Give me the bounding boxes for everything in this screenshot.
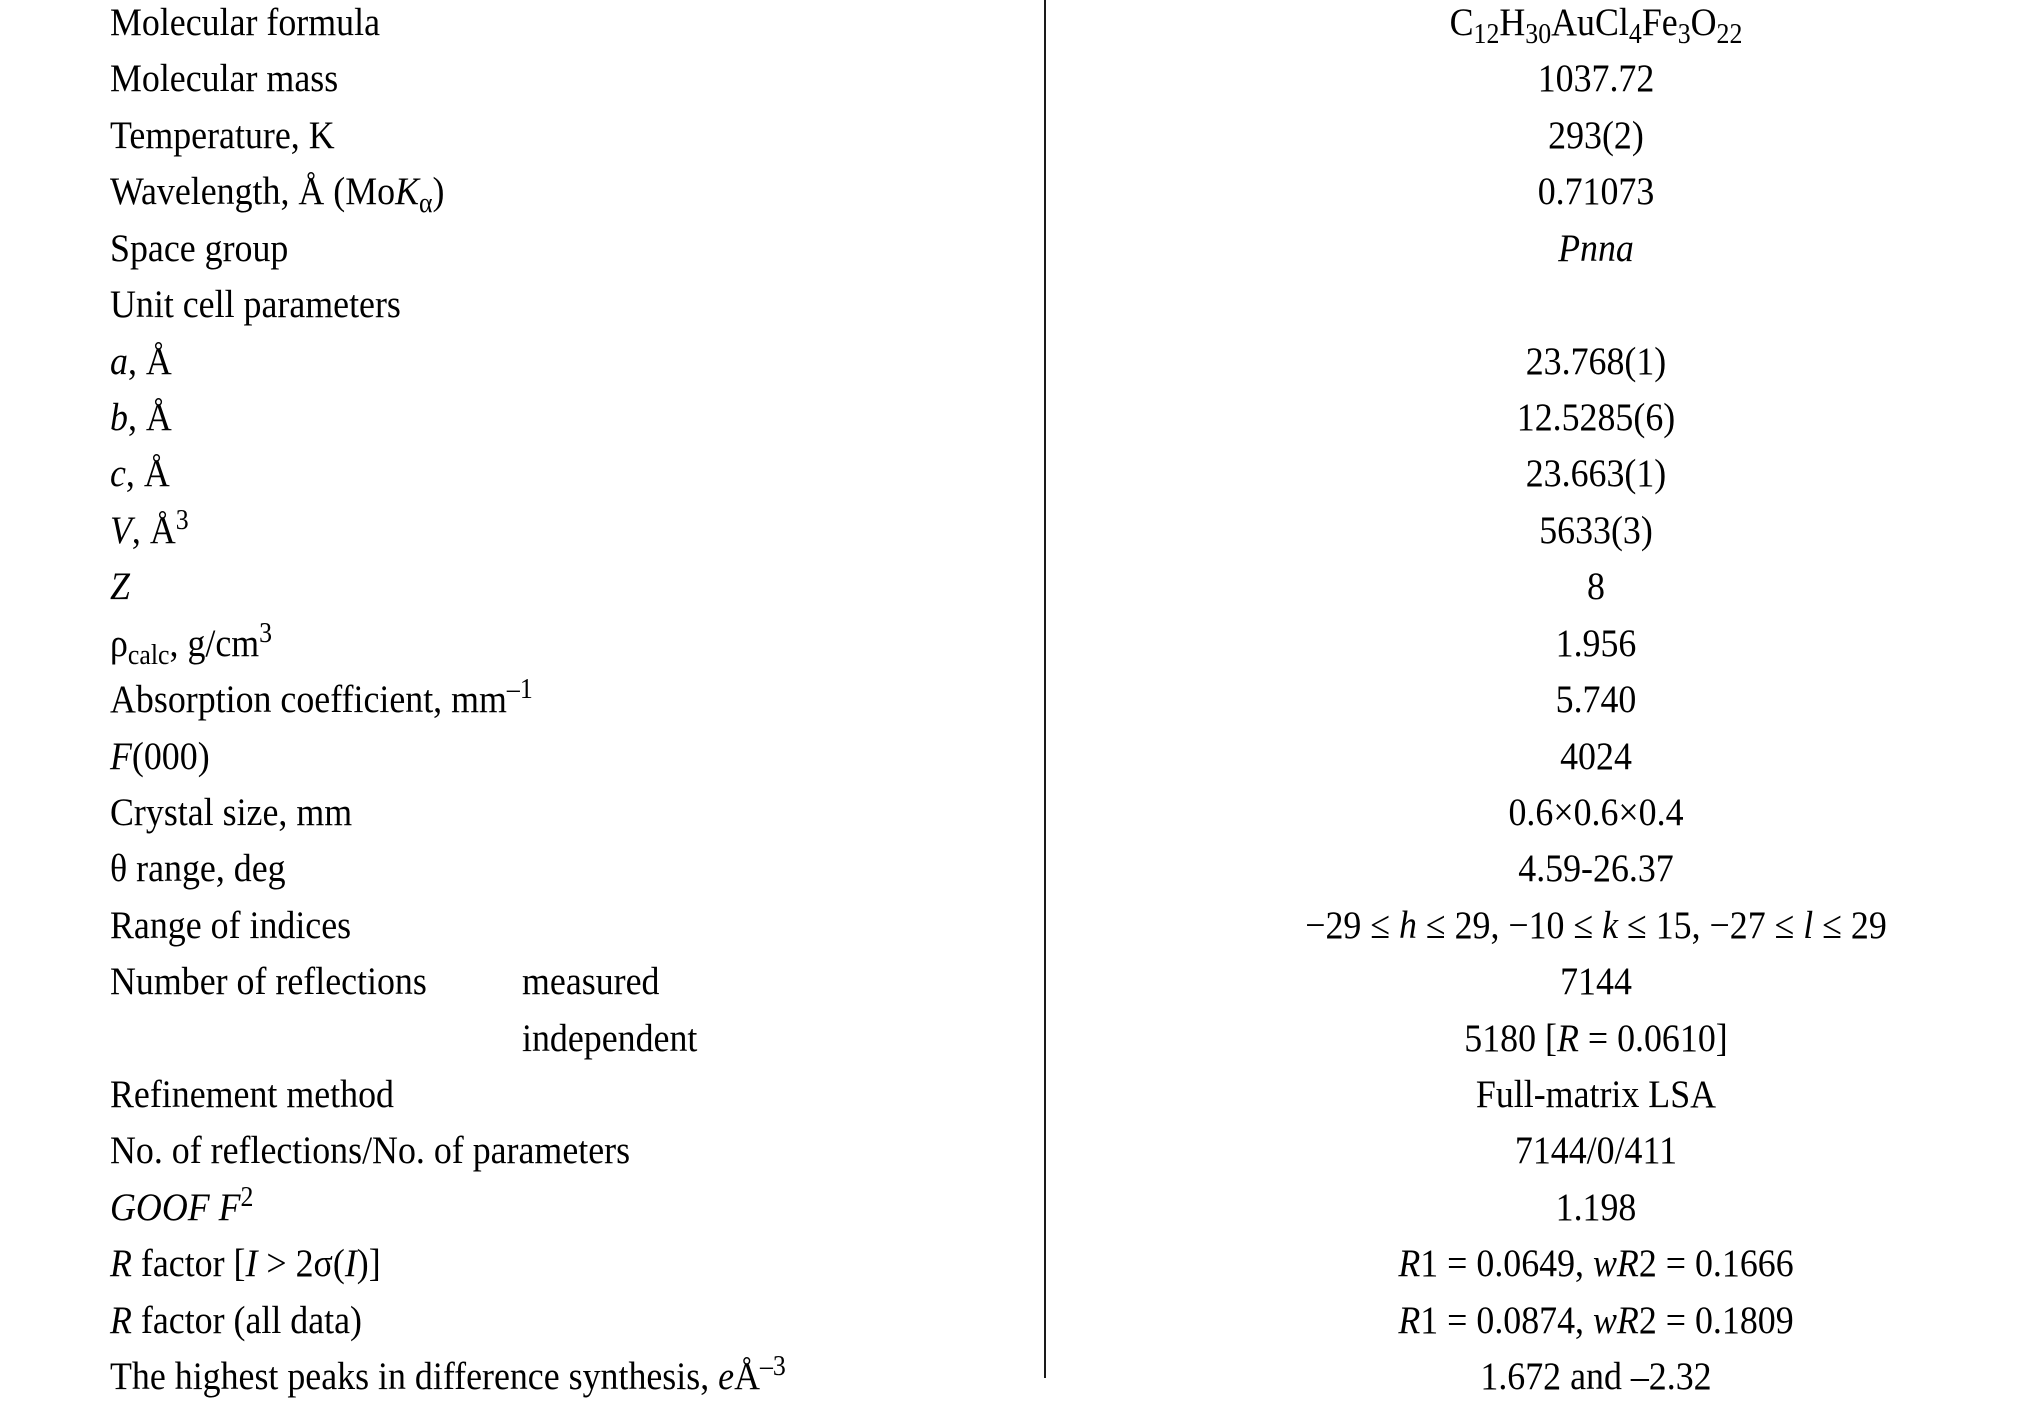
row-value: 7144 bbox=[1560, 960, 1632, 1003]
row-value: Pnna bbox=[1558, 227, 1634, 270]
row-label: Range of indices bbox=[110, 904, 352, 947]
table-row bbox=[0, 564, 2033, 620]
row-label: The highest peaks in difference synthesis, $eÅ^{-3}$ bbox=[110, 1350, 786, 1398]
row-value: 1.198 bbox=[1555, 1186, 1637, 1229]
row-label: b, Å bbox=[110, 396, 172, 439]
row-label: F(000) bbox=[110, 735, 210, 778]
row-label: GOOF $F^2$ bbox=[110, 1181, 254, 1229]
table-row bbox=[0, 959, 2033, 1015]
row-label: Molecular mass bbox=[110, 57, 339, 100]
table-row bbox=[0, 903, 2033, 959]
row-value: 5180 [R = 0.0610] bbox=[1464, 1017, 1728, 1060]
row-label: Z bbox=[110, 565, 130, 608]
table-row bbox=[0, 169, 2033, 225]
row-value: R1 = 0.0649, wR2 = 0.1666 bbox=[1398, 1242, 1794, 1285]
row-label: Refinement method bbox=[110, 1073, 394, 1116]
row-label: a, Å bbox=[110, 340, 172, 383]
row-label: No. of reflections/No. of parameters bbox=[110, 1129, 631, 1172]
row-value: Full-matrix LSA bbox=[1475, 1073, 1717, 1116]
row-value: 5.740 bbox=[1555, 678, 1637, 721]
row-value: $C_{12}H_{30}AuCl_4Fe_3O_{22}$ bbox=[1449, 1, 1743, 50]
row-value: 7144/0/411 bbox=[1514, 1129, 1678, 1172]
table-row bbox=[0, 451, 2033, 507]
table-row bbox=[0, 846, 2033, 902]
row-value: 1.956 bbox=[1555, 622, 1637, 665]
row-sublabel: measured bbox=[522, 960, 660, 1003]
row-label: c, Å bbox=[110, 452, 170, 495]
table-row bbox=[0, 790, 2033, 846]
table-row bbox=[0, 113, 2033, 169]
row-value: 4.59-26.37 bbox=[1518, 847, 1674, 890]
table-row bbox=[0, 1350, 2033, 1410]
table-row bbox=[0, 504, 2033, 564]
table-row bbox=[0, 1298, 2033, 1354]
row-sublabel: independent bbox=[522, 1017, 698, 1060]
table-row bbox=[0, 339, 2033, 395]
row-label: Unit cell parameters bbox=[110, 283, 401, 326]
table-row bbox=[0, 282, 2033, 338]
table-row bbox=[0, 617, 2033, 677]
row-label: V, $Å^3$ bbox=[110, 504, 189, 552]
row-value: 23.663(1) bbox=[1525, 452, 1667, 495]
row-value: 5633(3) bbox=[1539, 509, 1653, 552]
table-row bbox=[0, 1181, 2033, 1241]
table-row bbox=[0, 1241, 2033, 1297]
row-label: Space group bbox=[110, 227, 289, 270]
row-label: θ range, deg bbox=[110, 847, 286, 890]
row-value bbox=[1090, 282, 2033, 338]
row-value: 0.71073 bbox=[1537, 170, 1655, 213]
row-label: Number of reflections bbox=[110, 960, 427, 1003]
row-label: Absorption coefficient, $mm^{-1}$ bbox=[110, 673, 533, 721]
row-value: 8 bbox=[1587, 565, 1605, 608]
row-value: 12.5285(6) bbox=[1516, 396, 1676, 439]
table-row bbox=[0, 1016, 2033, 1072]
row-value: 1.672 and –2.32 bbox=[1480, 1355, 1712, 1398]
row-label: Temperature, K bbox=[110, 114, 335, 157]
table-row bbox=[0, 673, 2033, 733]
table-row bbox=[0, 395, 2033, 451]
row-label: Molecular formula bbox=[110, 1, 381, 44]
row-label: Wavelength, Å (MoK$_\alpha$) bbox=[110, 170, 445, 219]
row-value: 23.768(1) bbox=[1525, 340, 1667, 383]
table-row bbox=[0, 0, 2033, 56]
table-row bbox=[0, 1128, 2033, 1184]
row-value: R1 = 0.0874, wR2 = 0.1809 bbox=[1398, 1299, 1794, 1342]
row-label: Crystal size, mm bbox=[110, 791, 353, 834]
row-value: 0.6×0.6×0.4 bbox=[1508, 791, 1684, 834]
row-value: −29 ≤ h ≤ 29, −10 ≤ k ≤ 15, −27 ≤ l ≤ 29 bbox=[1305, 904, 1887, 947]
table-row bbox=[0, 1072, 2033, 1128]
row-label: R factor [I > 2σ(I)] bbox=[110, 1242, 381, 1285]
table-row bbox=[0, 56, 2033, 112]
row-label: R factor (all data) bbox=[110, 1299, 363, 1342]
table-row bbox=[0, 226, 2033, 282]
table-row bbox=[0, 734, 2033, 790]
row-label: $\rho_{calc}$, $g/cm^3$ bbox=[110, 617, 273, 671]
row-value: 1037.72 bbox=[1537, 57, 1655, 100]
row-value: 4024 bbox=[1560, 735, 1632, 778]
row-value: 293(2) bbox=[1548, 114, 1644, 157]
